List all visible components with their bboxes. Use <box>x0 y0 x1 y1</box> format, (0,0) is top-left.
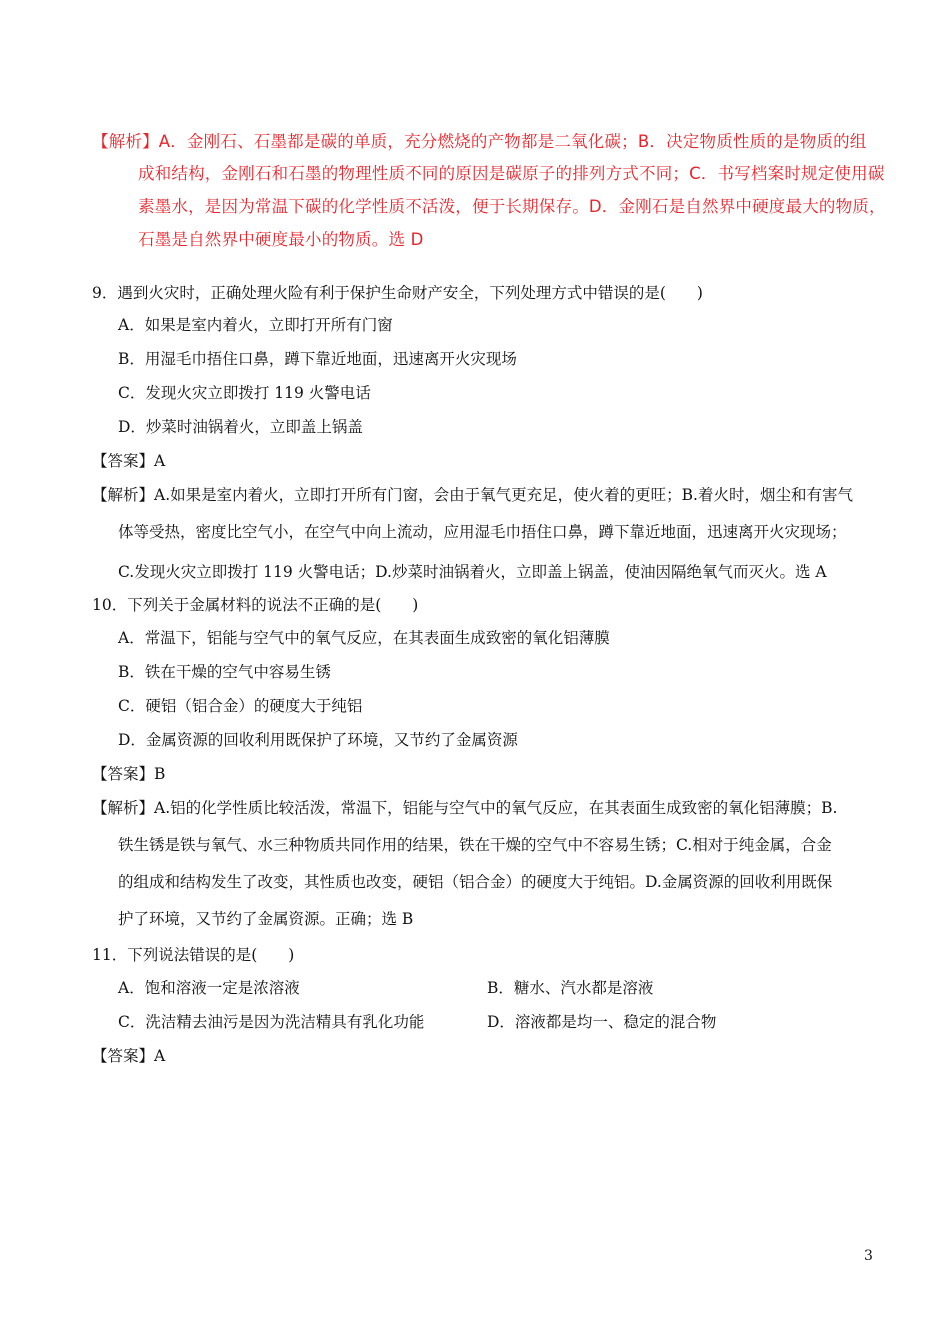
q11-option-d: D．溶液都是均一、稳定的混合物 <box>487 1013 717 1031</box>
page-number: 3 <box>864 1248 873 1264</box>
q9-stem: 9．遇到火灾时，正确处理火险有利于保护生命财产安全，下列处理方式中错误的是( ) <box>92 284 703 302</box>
q11-answer: 【答案】A <box>92 1047 166 1065</box>
q10-explanation-line-1: 【解析】A.铝的化学性质比较活泼，常温下，铝能与空气中的氧气反应，在其表面生成致密的氧化铝薄膜；B. <box>92 799 838 817</box>
q10-option-b: B．铁在干燥的空气中容易生锈 <box>118 663 331 681</box>
prev-explanation-line-4: 石墨是自然界中硬度最小的物质。选 D <box>138 230 424 249</box>
q9-option-d: D．炒菜时油锅着火，立即盖上锅盖 <box>118 418 363 436</box>
q11-option-c: C．洗洁精去油污是因为洗洁精具有乳化功能 <box>118 1013 425 1031</box>
q10-option-a: A．常温下，铝能与空气中的氧气反应，在其表面生成致密的氧化铝薄膜 <box>118 629 610 647</box>
prev-explanation-line-1: 【解析】A．金刚石、石墨都是碳的单质，充分燃烧的产物都是二氧化碳；B．决定物质性质的是物质的组 <box>92 132 867 151</box>
q9-explanation-line-2: 体等受热，密度比空气小，在空气中向上流动，应用湿毛巾捂住口鼻，蹲下靠近地面，迅速离开火灾现场； <box>118 523 847 541</box>
q10-answer: 【答案】B <box>92 765 166 783</box>
q10-explanation-line-2: 铁生锈是铁与氧气、水三种物质共同作用的结果，铁在干燥的空气中不容易生锈；C.相对于纯金属，合金 <box>118 836 832 854</box>
q9-option-a: A．如果是室内着火，立即打开所有门窗 <box>118 316 393 334</box>
q10-stem: 10．下列关于金属材料的说法不正确的是( ) <box>92 596 419 614</box>
q10-option-c: C．硬铝（铝合金）的硬度大于纯铝 <box>118 697 363 715</box>
q9-option-b: B．用湿毛巾捂住口鼻，蹲下靠近地面，迅速离开火灾现场 <box>118 350 517 368</box>
q9-explanation-line-3: C.发现火灾立即拨打 119 火警电话；D.炒菜时油锅着火，立即盖上锅盖，使油因隔绝氧气而灭火。选 A <box>118 563 827 581</box>
q11-option-b: B．糖水、汽水都是溶液 <box>487 979 654 997</box>
prev-explanation-line-2: 成和结构，金刚石和石墨的物理性质不同的原因是碳原子的排列方式不同；C．书写档案时规定使用碳 <box>138 164 885 183</box>
q9-answer: 【答案】A <box>92 452 166 470</box>
q10-explanation-line-4: 护了环境，又节约了金属资源。正确；选 B <box>118 910 414 928</box>
q9-option-c: C．发现火灾立即拨打 119 火警电话 <box>118 384 371 402</box>
q11-stem: 11．下列说法错误的是( ) <box>92 946 295 964</box>
q9-explanation-line-1: 【解析】A.如果是室内着火，立即打开所有门窗，会由于氧气更充足，使火着的更旺；B.着火时，烟尘和有害气 <box>92 486 853 504</box>
prev-explanation-line-3: 素墨水，是因为常温下碳的化学性质不活泼，便于长期保存。D．金刚石是自然界中硬度最大的物质， <box>138 197 886 216</box>
q10-explanation-line-3: 的组成和结构发生了改变，其性质也改变，硬铝（铝合金）的硬度大于纯铝。D.金属资源的回收利用既保 <box>118 873 833 891</box>
q10-option-d: D．金属资源的回收利用既保护了环境，又节约了金属资源 <box>118 731 518 749</box>
q11-option-a: A．饱和溶液一定是浓溶液 <box>118 979 300 997</box>
